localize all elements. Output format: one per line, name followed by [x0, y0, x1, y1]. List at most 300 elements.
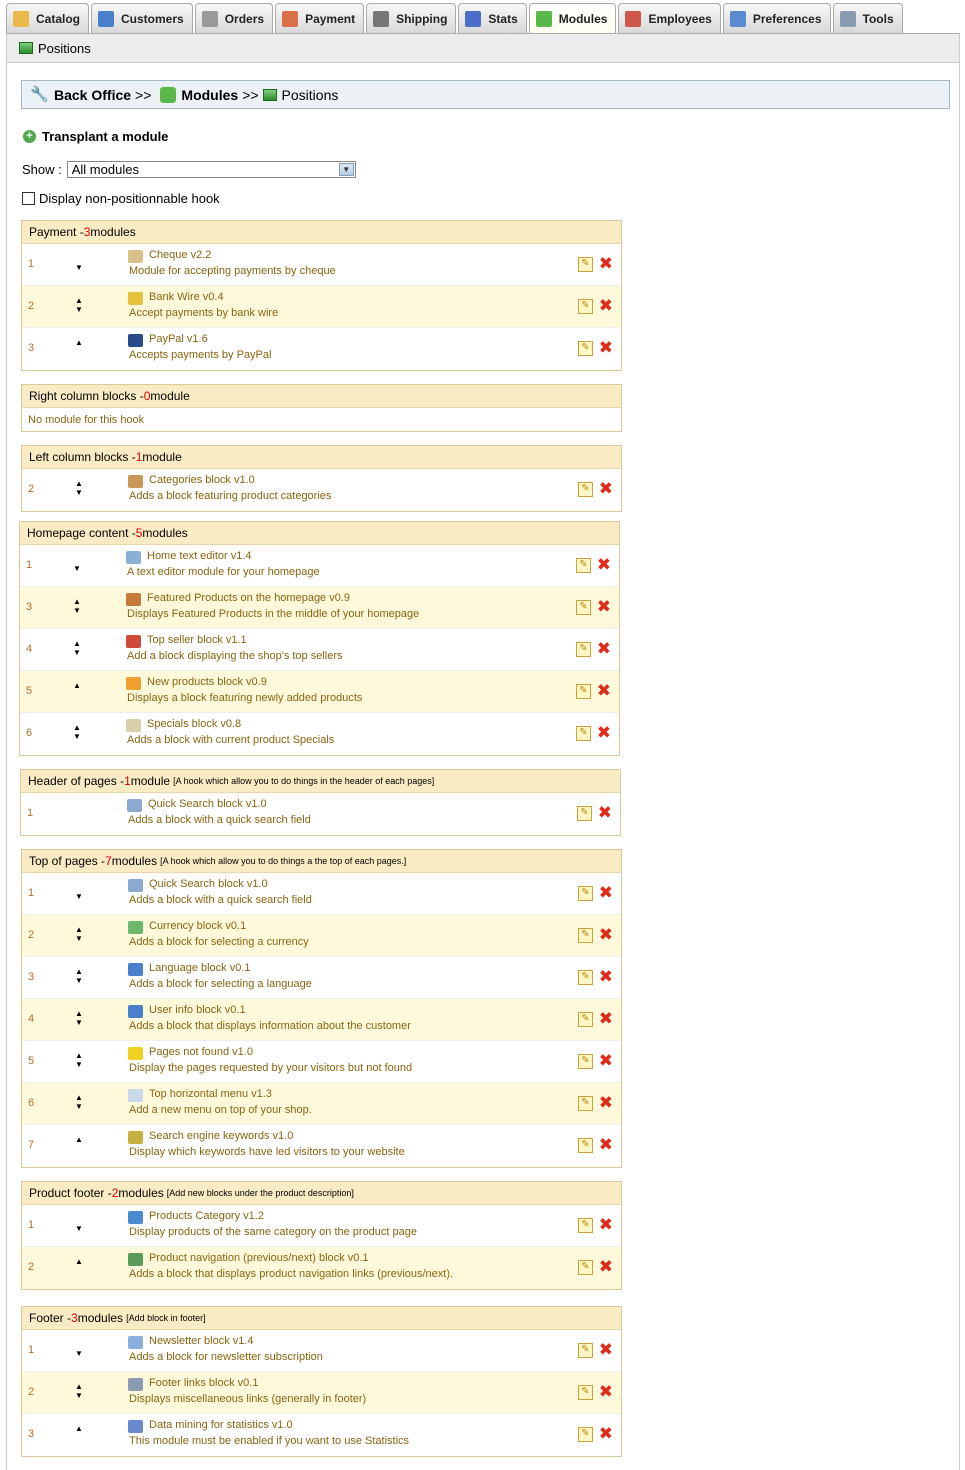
delete-icon[interactable]: ✖ [596, 555, 611, 574]
hook-header [22, 1182, 621, 1205]
move-down-icon[interactable]: ▼ [75, 1391, 83, 1400]
move-up-icon[interactable]: ▲ [75, 1257, 83, 1266]
module-position: 4 [26, 643, 33, 655]
module-row [22, 1083, 621, 1125]
module-row [22, 328, 621, 370]
tab-label: Catalog [36, 11, 81, 26]
module-description: Adds a block for selecting a currency [129, 936, 309, 948]
module-name: Bank Wire v0.4 [149, 291, 224, 303]
page-title: Positions [38, 40, 91, 56]
delete-icon[interactable]: ✖ [598, 1257, 613, 1276]
edit-icon[interactable]: ✎ [578, 1218, 593, 1233]
position-arrows [69, 1215, 89, 1237]
hook-name: Left column blocks - [29, 450, 136, 464]
delete-icon[interactable]: ✖ [598, 1215, 613, 1234]
delete-icon[interactable]: ✖ [598, 296, 613, 315]
module-icon [128, 334, 143, 347]
hook-unit: module [150, 389, 190, 403]
breadcrumb-separator: >> [135, 86, 152, 103]
no-module-text: No module for this hook [22, 408, 621, 431]
position-arrows [69, 479, 89, 501]
position-arrows [69, 1093, 89, 1115]
module-name: Data mining for statistics v1.0 [149, 1419, 293, 1431]
hook-unit: modules [77, 1311, 124, 1325]
puzzle-icon [160, 87, 176, 103]
tab-payment[interactable] [275, 3, 364, 33]
edit-icon[interactable]: ✎ [578, 970, 593, 985]
delete-icon[interactable]: ✖ [598, 1424, 613, 1443]
move-up-icon[interactable]: ▲ [75, 967, 83, 976]
edit-icon[interactable]: ✎ [578, 886, 593, 901]
breadcrumb-back-office[interactable]: Back Office [54, 86, 132, 103]
module-name: New products block v0.9 [147, 676, 267, 688]
module-name: Specials block v0.8 [147, 718, 242, 730]
delete-icon[interactable]: ✖ [597, 803, 612, 822]
move-down-icon[interactable]: ▼ [73, 732, 81, 741]
hook-name: Right column blocks - [29, 389, 144, 403]
edit-icon[interactable]: ✎ [578, 1138, 593, 1153]
hook-count: 3 [83, 225, 91, 239]
module-row [22, 1041, 621, 1083]
transplant-label: Transplant a module [42, 129, 169, 144]
edit-icon[interactable]: ✎ [578, 928, 593, 943]
hook-count: 2 [111, 1186, 119, 1200]
module-icon [126, 719, 141, 732]
hook-block [21, 1181, 622, 1290]
move-up-icon[interactable]: ▲ [75, 338, 83, 347]
module-position: 3 [28, 1428, 35, 1440]
position-arrows [69, 1051, 89, 1073]
tab-stats[interactable] [458, 3, 526, 33]
module-icon [128, 963, 143, 976]
hook-block [21, 220, 622, 371]
delete-icon[interactable]: ✖ [598, 883, 613, 902]
module-description: Display which keywords have led visitors to your website [129, 1146, 405, 1158]
module-row [22, 244, 621, 286]
tab-label: Preferences [752, 11, 822, 26]
move-up-icon[interactable]: ▲ [75, 296, 83, 305]
spacer [68, 803, 88, 812]
hook-block [21, 849, 622, 1168]
module-icon [128, 1253, 143, 1266]
edit-icon[interactable]: ✎ [577, 806, 592, 821]
hook-unit: modules [118, 1186, 164, 1200]
tab-label: Tools [862, 11, 894, 26]
position-arrows [67, 597, 87, 619]
module-icon [128, 475, 143, 488]
position-arrows [69, 1257, 89, 1279]
page-title-bar [7, 34, 959, 63]
module-row [20, 671, 619, 713]
edit-icon[interactable]: ✎ [578, 1096, 593, 1111]
tab-label: Modules [558, 12, 608, 26]
module-name: Cheque v2.2 [149, 249, 212, 261]
tab-preferences[interactable] [723, 3, 831, 33]
hook-header [22, 1307, 621, 1330]
hook-count: 1 [124, 774, 131, 788]
hook-name: Product footer - [29, 1186, 112, 1200]
truck-icon [373, 11, 389, 27]
module-description: Add a block displaying the shop's top sellers [127, 650, 343, 662]
module-description: Displays miscellaneous links (generally in footer) [129, 1393, 367, 1405]
hook-name: Top of pages - [29, 854, 106, 868]
position-arrows [69, 1009, 89, 1031]
module-description: Accepts payments by PayPal [129, 349, 272, 361]
delete-icon[interactable]: ✖ [598, 1382, 613, 1401]
module-description: Adds a block that displays information about the customer [129, 1020, 411, 1032]
tab-orders[interactable] [195, 3, 273, 33]
module-name: PayPal v1.6 [149, 333, 208, 345]
tab-label: Employees [648, 11, 712, 26]
hook-header [22, 221, 621, 244]
module-row [22, 1247, 621, 1289]
move-up-icon[interactable]: ▲ [73, 597, 81, 606]
module-name: Quick Search block v1.0 [148, 798, 267, 810]
edit-icon[interactable]: ✎ [578, 1260, 593, 1275]
chart-icon [465, 11, 481, 27]
tab-employees[interactable] [618, 3, 720, 33]
module-description: Module for accepting payments by cheque [129, 265, 336, 277]
move-down-icon[interactable]: ▼ [75, 976, 83, 985]
edit-icon[interactable]: ✎ [578, 1427, 593, 1442]
module-name: Footer links block v0.1 [149, 1377, 259, 1389]
position-arrows [69, 296, 89, 318]
tab-label: Customers [121, 11, 184, 26]
move-up-icon[interactable]: ▲ [75, 1009, 83, 1018]
edit-icon[interactable]: ✎ [578, 1054, 593, 1069]
hook-block [21, 445, 622, 512]
move-down-icon[interactable]: ▼ [75, 934, 83, 943]
module-description: Displays Featured Products in the middle of your homepage [127, 608, 420, 620]
module-description: A text editor module for your homepage [127, 566, 320, 578]
position-arrows [69, 967, 89, 989]
delete-icon[interactable]: ✖ [598, 1340, 613, 1359]
move-down-icon[interactable]: ▼ [75, 1102, 83, 1111]
hook-name: Payment - [29, 225, 84, 239]
module-position: 2 [28, 1261, 35, 1273]
module-row [22, 469, 621, 511]
tab-customers[interactable] [91, 3, 193, 33]
module-name: Newsletter block v1.4 [149, 1335, 254, 1347]
module-row [22, 957, 621, 999]
module-row [22, 873, 621, 915]
module-name: Currency block v0.1 [149, 920, 247, 932]
show-select[interactable] [67, 161, 356, 178]
module-row [22, 1372, 621, 1414]
module-description: Add a new menu on top of your shop. [129, 1104, 312, 1116]
delete-icon[interactable]: ✖ [596, 639, 611, 658]
hook-block [20, 769, 621, 836]
module-description: Display the pages requested by your visitors but not found [129, 1062, 413, 1074]
tab-tools[interactable] [833, 3, 903, 33]
module-position: 3 [28, 342, 35, 354]
module-position: 2 [28, 300, 35, 312]
wrench-icon: 🔧 [30, 85, 49, 103]
transplant-link[interactable] [23, 129, 168, 144]
edit-icon[interactable]: ✎ [576, 684, 591, 699]
move-down-icon[interactable]: ▼ [75, 892, 83, 901]
hook-count: 0 [143, 389, 151, 403]
positions-icon [263, 89, 277, 101]
delete-icon[interactable]: ✖ [596, 597, 611, 616]
module-position: 1 [27, 807, 34, 819]
hook-header [21, 770, 620, 793]
module-position: 2 [28, 483, 35, 495]
position-arrows [69, 925, 89, 947]
nonpositionable-option [22, 191, 220, 206]
module-icon [128, 1047, 143, 1060]
tab-modules[interactable] [529, 3, 617, 34]
spacer [69, 883, 89, 892]
module-description: Adds a block for selecting a language [129, 978, 312, 990]
hook-header [22, 446, 621, 469]
hook-count: 5 [135, 526, 143, 540]
spacer [69, 1340, 89, 1349]
hook-unit: modules [90, 225, 136, 239]
module-name: Language block v0.1 [149, 962, 251, 974]
edit-icon[interactable]: ✎ [576, 558, 591, 573]
module-row [21, 793, 620, 835]
tab-shipping[interactable] [366, 3, 456, 33]
delete-icon[interactable]: ✖ [596, 723, 611, 742]
hook-description: [A hook which allow you to do things a the top of each pages.] [160, 856, 407, 866]
module-name: Product navigation (previous/next) block v0.1 [149, 1252, 369, 1264]
delete-icon[interactable]: ✖ [598, 254, 613, 273]
breadcrumb-current: Positions [281, 86, 339, 103]
module-icon [126, 677, 141, 690]
module-position: 7 [28, 1139, 35, 1151]
hook-block [21, 1306, 622, 1457]
module-description: Adds a block for newsletter subscription [129, 1351, 323, 1363]
show-filter [22, 161, 356, 178]
edit-icon[interactable]: ✎ [576, 600, 591, 615]
position-arrows [67, 681, 87, 703]
module-icon [128, 250, 143, 263]
delete-icon[interactable]: ✖ [598, 1093, 613, 1112]
edit-icon[interactable]: ✎ [578, 1343, 593, 1358]
module-position: 2 [28, 929, 35, 941]
hook-name: Homepage content - [27, 526, 136, 540]
nonpositionable-label: Display non-positionnable hook [39, 191, 220, 206]
module-icon [128, 1005, 143, 1018]
module-name: Search engine keywords v1.0 [149, 1130, 294, 1142]
hook-block [21, 384, 622, 432]
position-arrows [67, 555, 87, 577]
hook-name: Footer - [29, 1311, 72, 1325]
tab-label: Orders [224, 11, 265, 26]
move-down-icon[interactable]: ▼ [75, 1349, 83, 1358]
hook-name: Header of pages - [28, 774, 125, 788]
module-name: Categories block v1.0 [149, 474, 255, 486]
add-icon: + [23, 130, 36, 143]
move-up-icon[interactable]: ▲ [75, 479, 83, 488]
module-description: Accept payments by bank wire [129, 307, 279, 319]
tab-label: Shipping [396, 11, 448, 26]
module-icon [128, 1211, 143, 1224]
position-arrows [69, 254, 89, 276]
position-arrows [69, 883, 89, 905]
module-row [22, 915, 621, 957]
spacer [69, 254, 89, 263]
module-icon [128, 879, 143, 892]
tab-label: Payment [305, 11, 356, 26]
move-down-icon[interactable]: ▼ [73, 606, 81, 615]
module-position: 6 [28, 1097, 35, 1109]
module-description: Adds a block with a quick search field [128, 814, 311, 826]
module-name: Quick Search block v1.0 [149, 878, 268, 890]
module-row [22, 1205, 621, 1247]
module-icon [128, 1378, 143, 1391]
delete-icon[interactable]: ✖ [598, 1135, 613, 1154]
hook-description: [A hook which allow you to do things in the header of each pages] [173, 776, 435, 786]
module-icon [128, 1089, 143, 1102]
module-name: Products Category v1.2 [149, 1210, 264, 1222]
module-name: User info block v0.1 [149, 1004, 246, 1016]
hook-header [20, 522, 619, 545]
module-icon [128, 1336, 143, 1349]
module-description: Adds a block that displays product navigation links (previous/next). [129, 1268, 454, 1280]
delete-icon[interactable]: ✖ [598, 338, 613, 357]
module-row [22, 999, 621, 1041]
module-row [22, 286, 621, 328]
hook-description: [Add new blocks under the product description] [166, 1188, 354, 1198]
module-icon [126, 635, 141, 648]
edit-icon[interactable]: ✎ [576, 642, 591, 657]
module-description: Displays a block featuring newly added products [127, 692, 363, 704]
module-icon [128, 921, 143, 934]
module-description: This module must be enabled if you want to use Statistics [129, 1435, 410, 1447]
hook-unit: modules [142, 526, 188, 540]
main-tabs [6, 3, 905, 34]
move-down-icon[interactable]: ▼ [73, 564, 81, 573]
move-up-icon[interactable]: ▲ [73, 639, 81, 648]
delete-icon[interactable]: ✖ [598, 479, 613, 498]
tab-catalog[interactable] [6, 3, 89, 33]
delete-icon[interactable]: ✖ [598, 925, 613, 944]
module-icon [128, 292, 143, 305]
chevron-down-icon: ▼ [339, 163, 354, 176]
hook-header [22, 385, 621, 408]
folder-icon [13, 11, 29, 27]
module-row [20, 713, 619, 755]
module-row [20, 587, 619, 629]
module-position: 1 [28, 1344, 35, 1356]
move-up-icon[interactable]: ▲ [75, 1424, 83, 1433]
show-select-value: All modules [71, 162, 139, 177]
module-name: Pages not found v1.0 [149, 1046, 253, 1058]
module-icon [126, 593, 141, 606]
module-position: 1 [28, 258, 35, 270]
cart-icon [202, 11, 218, 27]
position-arrows [69, 1424, 89, 1446]
module-name: Featured Products on the homepage v0.9 [147, 592, 351, 604]
module-description: Adds a block with current product Specials [127, 734, 335, 746]
move-up-icon[interactable]: ▲ [75, 1135, 83, 1144]
move-up-icon[interactable]: ▲ [73, 723, 81, 732]
hook-description: [Add block in footer] [126, 1313, 206, 1323]
tab-label: Stats [488, 11, 518, 26]
module-row [22, 1330, 621, 1372]
edit-icon[interactable]: ✎ [576, 726, 591, 741]
edit-icon[interactable]: ✎ [578, 341, 593, 356]
position-arrows [67, 723, 87, 745]
spacer [69, 1215, 89, 1224]
module-position: 6 [26, 727, 33, 739]
module-icon [128, 1420, 143, 1433]
tools-icon [840, 11, 856, 27]
move-up-icon[interactable]: ▲ [73, 681, 81, 690]
move-up-icon[interactable]: ▲ [75, 1051, 83, 1060]
delete-icon[interactable]: ✖ [598, 967, 613, 986]
position-arrows [68, 803, 88, 825]
module-row [22, 1414, 621, 1456]
move-down-icon[interactable]: ▼ [73, 648, 81, 657]
delete-icon[interactable]: ✖ [596, 681, 611, 700]
delete-icon[interactable]: ✖ [598, 1009, 613, 1028]
nonpositionable-checkbox[interactable] [22, 192, 35, 205]
move-up-icon[interactable]: ▲ [75, 1382, 83, 1391]
edit-icon[interactable]: ✎ [578, 257, 593, 272]
move-up-icon[interactable]: ▲ [75, 925, 83, 934]
module-row [20, 629, 619, 671]
move-down-icon[interactable]: ▼ [75, 263, 83, 272]
module-position: 1 [28, 1219, 35, 1231]
move-down-icon[interactable]: ▼ [75, 488, 83, 497]
hook-header [22, 850, 621, 873]
edit-icon[interactable]: ✎ [578, 1012, 593, 1027]
module-row [22, 1125, 621, 1167]
position-arrows [69, 1135, 89, 1157]
hook-count: 7 [105, 854, 112, 868]
module-position: 3 [26, 601, 33, 613]
position-arrows [67, 639, 87, 661]
hook-unit: module [142, 450, 182, 464]
hook-count: 1 [135, 450, 143, 464]
module-position: 1 [28, 887, 35, 899]
module-row [20, 545, 619, 587]
positions-icon [19, 42, 33, 54]
module-position: 1 [26, 559, 33, 571]
edit-icon[interactable]: ✎ [578, 482, 593, 497]
breadcrumb-modules[interactable]: Modules [181, 86, 239, 103]
edit-icon[interactable]: ✎ [578, 1385, 593, 1400]
move-down-icon[interactable]: ▼ [75, 1018, 83, 1027]
module-description: Display products of the same category on the product page [129, 1226, 418, 1238]
position-arrows [69, 1340, 89, 1362]
delete-icon[interactable]: ✖ [598, 1051, 613, 1070]
move-down-icon[interactable]: ▼ [75, 305, 83, 314]
breadcrumb-separator: >> [242, 86, 259, 103]
module-name: Top horizontal menu v1.3 [149, 1088, 272, 1100]
edit-icon[interactable]: ✎ [578, 299, 593, 314]
module-icon [126, 551, 141, 564]
page-content [6, 33, 960, 1470]
position-arrows [69, 1382, 89, 1404]
module-name: Top seller block v1.1 [147, 634, 247, 646]
user-icon [98, 11, 114, 27]
spacer [67, 555, 87, 564]
module-position: 5 [28, 1055, 35, 1067]
move-down-icon[interactable]: ▼ [75, 1060, 83, 1069]
hook-unit: modules [111, 854, 158, 868]
position-arrows [69, 338, 89, 360]
module-icon [128, 1131, 143, 1144]
module-name: Home text editor v1.4 [147, 550, 252, 562]
move-up-icon[interactable]: ▲ [75, 1093, 83, 1102]
hook-unit: module [130, 774, 171, 788]
move-down-icon[interactable]: ▼ [75, 1224, 83, 1233]
module-description: Adds a block featuring product categories [129, 490, 332, 502]
